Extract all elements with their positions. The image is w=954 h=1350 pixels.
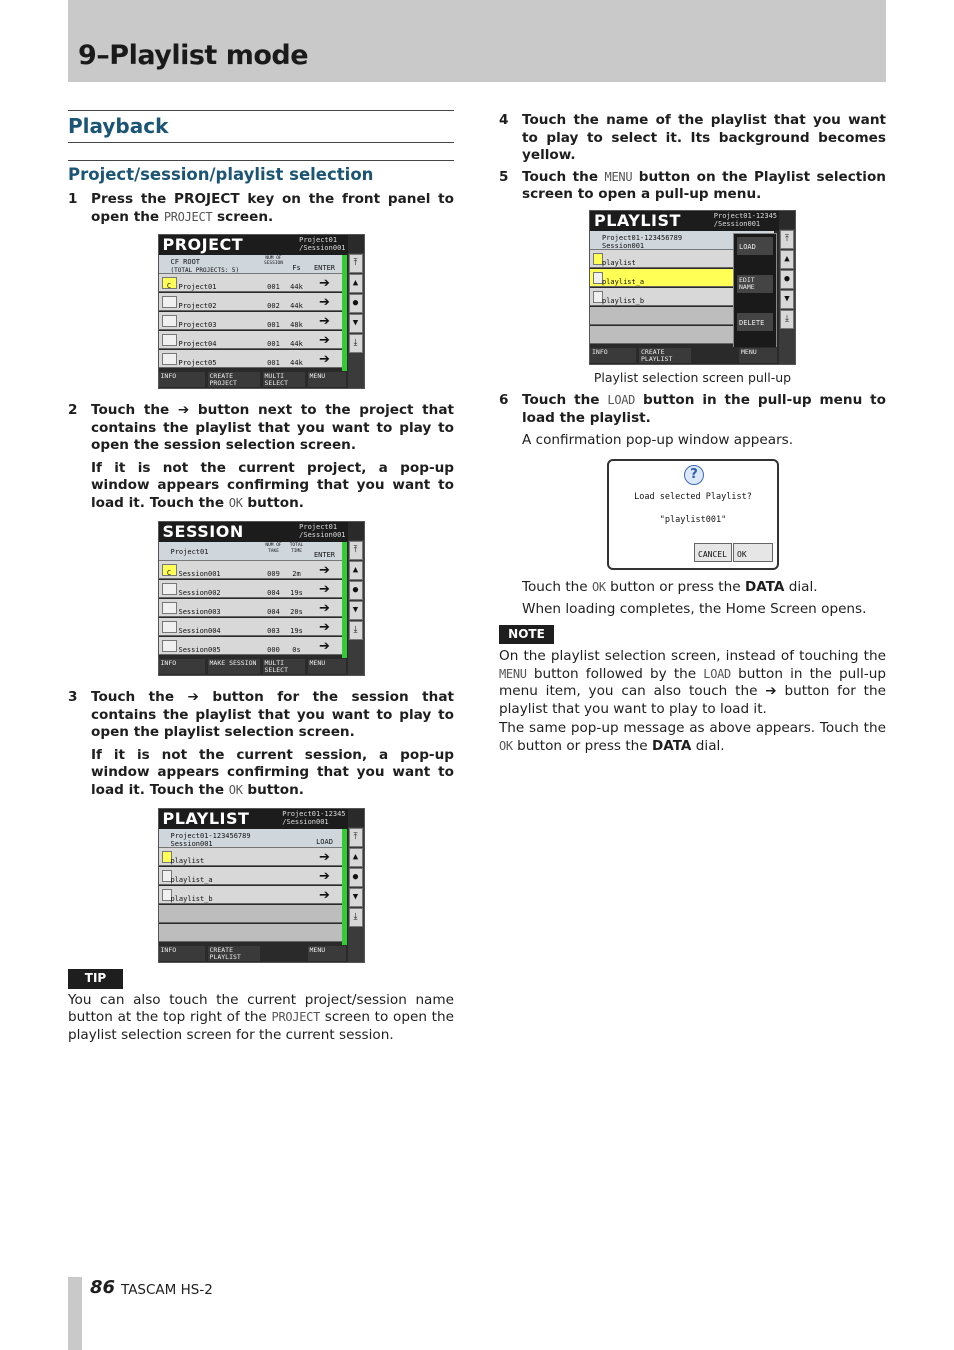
list-item: Session004 003 19s ➔ bbox=[159, 618, 343, 636]
step-2: 2 Touch the ➔ button next to the project that contains the playlist that you want to play to open the session selection screen. bbox=[68, 402, 454, 453]
enter-arrow-icon: ➔ bbox=[319, 314, 330, 329]
scroll-down-icon: ▼ bbox=[349, 601, 363, 620]
step-1: 1 Press the PROJECT key on the front panel to open the PROJECT screen. bbox=[68, 191, 454, 225]
step-6-note: A confirmation pop-up window appears. bbox=[522, 432, 794, 448]
section-title: Playback bbox=[68, 110, 454, 143]
scroll-down-icon: ▼ bbox=[349, 888, 363, 907]
scroll-dial-icon: ● bbox=[349, 581, 363, 600]
scroll-top-icon: ⤒ bbox=[349, 828, 363, 847]
list-item: playlist_b ➔ bbox=[159, 886, 343, 904]
note-label: NOTE bbox=[499, 625, 554, 645]
enter-arrow-icon: ➔ bbox=[319, 601, 330, 616]
enter-arrow-icon: ➔ bbox=[319, 639, 330, 654]
scroll-dial-icon: ● bbox=[780, 270, 794, 289]
popup-target: "playlist001" bbox=[659, 514, 727, 525]
figure-caption: Playlist selection screen pull-up bbox=[593, 369, 792, 385]
page-number: 86 bbox=[90, 1277, 116, 1298]
after-popup-text: Touch the OK button or press the DATA dial. bbox=[522, 578, 818, 595]
tip-label: TIP bbox=[68, 969, 123, 989]
enter-arrow-icon: ➔ bbox=[319, 620, 330, 635]
list-item: playlist ➔ bbox=[159, 848, 343, 866]
list-item: C Session001 009 2m ➔ bbox=[159, 561, 343, 579]
ok-button[interactable]: OK bbox=[733, 543, 773, 562]
step-2-detail: If it is not the current project, a pop-up window appears confirming that you want to load it. Touch the OK button. bbox=[91, 459, 454, 511]
step-5: 5 Touch the MENU button on the Playlist selection screen to open a pull-up menu. bbox=[499, 168, 886, 202]
list-item: Project03 001 48k ➔ bbox=[159, 312, 343, 330]
scroll-top-icon: ⤒ bbox=[349, 254, 363, 273]
scroll-bottom-icon: ⤓ bbox=[349, 908, 363, 927]
scroll-up-icon: ▲ bbox=[780, 250, 794, 269]
scroll-dial-icon: ● bbox=[349, 294, 363, 313]
scroll-top-icon: ⤒ bbox=[349, 541, 363, 560]
scroll-bottom-icon: ⤓ bbox=[349, 621, 363, 640]
list-item-selected: playlist_a bbox=[590, 269, 774, 287]
step-4: 4 Touch the name of the playlist that you want to play to select it. Its background becomes yellow. bbox=[499, 112, 886, 163]
scroll-indicator bbox=[342, 255, 347, 371]
load-arrow-icon: ➔ bbox=[319, 850, 330, 865]
project-screen-screenshot bbox=[158, 234, 365, 389]
session-screen-screenshot: SESSION Project01 /Session001 Project01 NUM OF TAKE TOTAL TIME ENTER C Session001 009 2m ➔ Session002 004 19s ➔ Session003 004 20s ➔ Session004 003 19s ➔ Session005 000 0s ➔ ⤒ ▲ ● ▼ ⤓ INFO MAKE SESSION MULTI SELECT MENU bbox=[158, 521, 365, 676]
question-icon: ? bbox=[684, 465, 704, 485]
scroll-down-icon: ▼ bbox=[780, 290, 794, 309]
scroll-top-icon: ⤒ bbox=[780, 230, 794, 249]
load-arrow-icon: ➔ bbox=[319, 888, 330, 903]
playlist-screen-screenshot: PLAYLIST Project01-12345 /Session001 Project01-123456789 Session001 LOAD playlist ➔ playlist_a ➔ playlist_b ➔ ⤒ ▲ ● ▼ ⤓ INFO CREATE PLAYLIST MENU bbox=[158, 808, 365, 963]
list-header: Project01 NUM OF TAKE TOTAL TIME ENTER bbox=[159, 542, 343, 561]
note-text-1: On the playlist selection screen, instead of touching the MENU button followed by the LOAD button in the pull-up menu item, you can also touch the ➔ button for the playlist that you want to play to load it. bbox=[499, 648, 886, 717]
list-item: Project02 002 44k ➔ bbox=[159, 293, 343, 311]
list-item: Session003 004 20s ➔ bbox=[159, 599, 343, 617]
scroll-up-icon: ▲ bbox=[349, 561, 363, 580]
list-item: playlist bbox=[590, 250, 774, 268]
list-item: Session002 004 19s ➔ bbox=[159, 580, 343, 598]
left-column bbox=[68, 110, 454, 1044]
popup-message: Load selected Playlist? bbox=[634, 491, 752, 502]
after-popup-text-2: When loading completes, the Home Screen opens. bbox=[522, 601, 867, 617]
scroll-down-icon: ▼ bbox=[349, 314, 363, 333]
step-3: 3 Touch the ➔ button for the session that contains the playlist that you want to play to open the playlist selection screen. bbox=[68, 689, 454, 740]
confirm-popup bbox=[607, 459, 779, 570]
scroll-bottom-icon: ⤓ bbox=[780, 310, 794, 329]
enter-arrow-icon: ➔ bbox=[319, 352, 330, 367]
subsection-title: Project/session/playlist selection bbox=[68, 160, 454, 185]
scroll-up-icon: ▲ bbox=[349, 274, 363, 293]
enter-arrow-icon: ➔ bbox=[319, 582, 330, 597]
chapter-title: 9–Playlist mode bbox=[78, 40, 309, 71]
cancel-button[interactable]: CANCEL bbox=[694, 543, 732, 562]
product-name: TASCAM HS-2 bbox=[121, 1282, 213, 1298]
step-3-detail: If it is not the current session, a pop-up window appears confirming that you want to load it. Touch the OK button. bbox=[91, 746, 454, 798]
list-item: playlist_a ➔ bbox=[159, 867, 343, 885]
scroll-dial-icon: ● bbox=[349, 868, 363, 887]
list-header: Project01-123456789 Session001 LOAD bbox=[159, 829, 343, 848]
current-name: Project01 /Session001 bbox=[299, 236, 346, 252]
pullup-menu: LOAD EDIT NAME DELETE bbox=[733, 233, 777, 349]
list-item: playlist_b bbox=[590, 288, 774, 306]
scroll-bottom-icon: ⤓ bbox=[349, 334, 363, 353]
enter-arrow-icon: ➔ bbox=[319, 276, 330, 291]
list-item: Project04 001 44k ➔ bbox=[159, 331, 343, 349]
enter-arrow-icon: ➔ bbox=[319, 333, 330, 348]
enter-arrow-icon: ➔ bbox=[319, 563, 330, 578]
step-6: 6 Touch the LOAD button in the pull-up menu to load the playlist. bbox=[499, 392, 886, 426]
scroll-up-icon: ▲ bbox=[349, 848, 363, 867]
list-item: C Project01 001 44k ➔ bbox=[159, 274, 343, 292]
page-tab bbox=[68, 1277, 82, 1350]
screen-title: PROJECT bbox=[162, 235, 244, 254]
enter-arrow-icon: ➔ bbox=[319, 295, 330, 310]
screen-bottom-bar: INFO CREATE PROJECT MULTI SELECT MENU bbox=[159, 371, 348, 388]
chapter-header bbox=[68, 0, 886, 82]
list-item: Session005 000 0s ➔ bbox=[159, 637, 343, 655]
list-header: CF ROOT (TOTAL PROJECTS: 5) NUM OF SESSION Fs ENTER bbox=[159, 255, 343, 274]
load-arrow-icon: ➔ bbox=[319, 869, 330, 884]
tip-text: You can also touch the current project/session name button at the top right of the PROJECT screen to open the playlist selection screen for the current session. bbox=[68, 991, 454, 1043]
right-column bbox=[499, 110, 886, 755]
note-text-2: The same pop-up message as above appears. Touch the OK button or press the DATA dial. bbox=[499, 720, 886, 754]
list-item: Project05 001 44k ➔ bbox=[159, 350, 343, 368]
playlist-pullup-screenshot: PLAYLIST Project01-12345 /Session001 Project01-123456789 Session001 playlist playlist_a playlist_b LOAD EDIT NAME DELETE ⤒ ▲ ● ▼ ⤓ INFO CREATE PLAYLIST MENU bbox=[589, 210, 796, 365]
scroll-buttons bbox=[348, 253, 364, 389]
screen-title-bar bbox=[159, 235, 348, 255]
